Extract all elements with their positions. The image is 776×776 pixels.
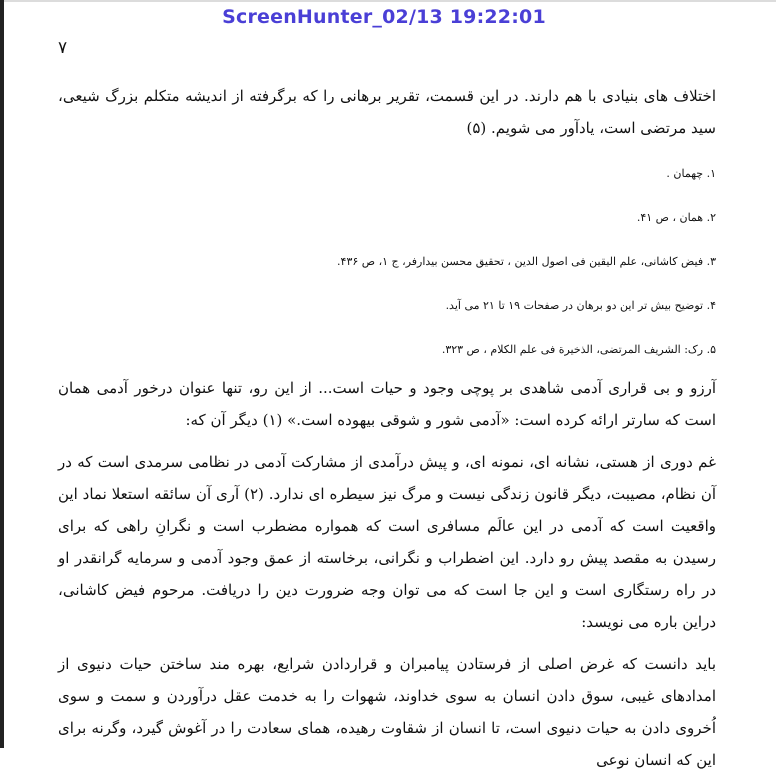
top-border (0, 0, 776, 2)
body-paragraph-4: باید دانست که غرض اصلی از فرستادن پیامبران و قراردادن شرایع، بهره مند ساختن حیات دنیوی از امدادهای غیبی، سوق دادن انسان به سوی خداوند، شهوات را به خدمت عقل درآوردن و سمت و سوی اُخروی دادن به حیات دنیوی است، تا انسان از شقاوت رهیده، همای سعادت را در آغوش گیرد، وگرنه برای این که انسان نوعی (58, 655, 716, 769)
document-body (58, 80, 716, 776)
screenhunter-watermark: ScreenHunter_02/13 19:22:01 (222, 6, 546, 28)
footnote-3: ۳. فیض کاشانی، علم الیقین فی اصول الدین ، تحقیق محسن بیدارفر، ج ۱، ص ۴۳۶. (337, 255, 716, 268)
page-number: ۷ (58, 38, 68, 58)
body-paragraph-2: آرزو و بی قراری آدمی شاهدی بر پوچی وجود و حیات است... از این رو، تنها عنوان درخور آدمی همان است که سارتر ارائه کرده است: «آدمی شور و شوقی بیهوده است.» (۱) دیگر آن که: (58, 379, 716, 429)
body-paragraph-3: غم دوری از هستی، نشانه ای، نمونه ای، و پیش درآمدی از مشارکت آدمی در نظامی سرمدی است که در آن نظام، مصیبت، دیگر قانون زندگی نیست و مرگ نیز سیطره ای ندارد. (۲) آری آن سائقه استعلا نماد این واقعیت است که آدمی در این عالَم مسافری است که همواره مضطرب است و نگرانِ راهی که برای رسیدن به مقصد پیش رو دارد. این اضطراب و نگرانی، برخاسته از عمق وجود آدمی و سرمایه گرانقدر او در راه رستگاری است و این جا است که می توان وجه ضرورت دین را دریافت. مرحوم فیض کاشانی، دراین باره می نویسد: (58, 453, 716, 631)
footnote-1: ۱. چهمان . (666, 167, 716, 180)
footnotes (58, 166, 716, 358)
footnote-4: ۴. توضیح بیش تر این دو برهان در صفحات ۱۹ تا ۲۱ می آید. (445, 299, 716, 312)
footnote-5: ۵. رک: الشریف المرتضی، الذخیرة فی علم الکلام ، ص ۳۲۳. (441, 343, 716, 356)
footnote-2: ۲. همان ، ص ۴۱. (636, 211, 716, 224)
intro-paragraph: اختلاف های بنیادی با هم دارند. در این قسمت، تقریر برهانی را که برگرفته از اندیشه متکلم بزرگ شیعی، سید مرتضی است، یادآور می شویم. (۵) (58, 87, 716, 137)
left-border (0, 0, 4, 748)
